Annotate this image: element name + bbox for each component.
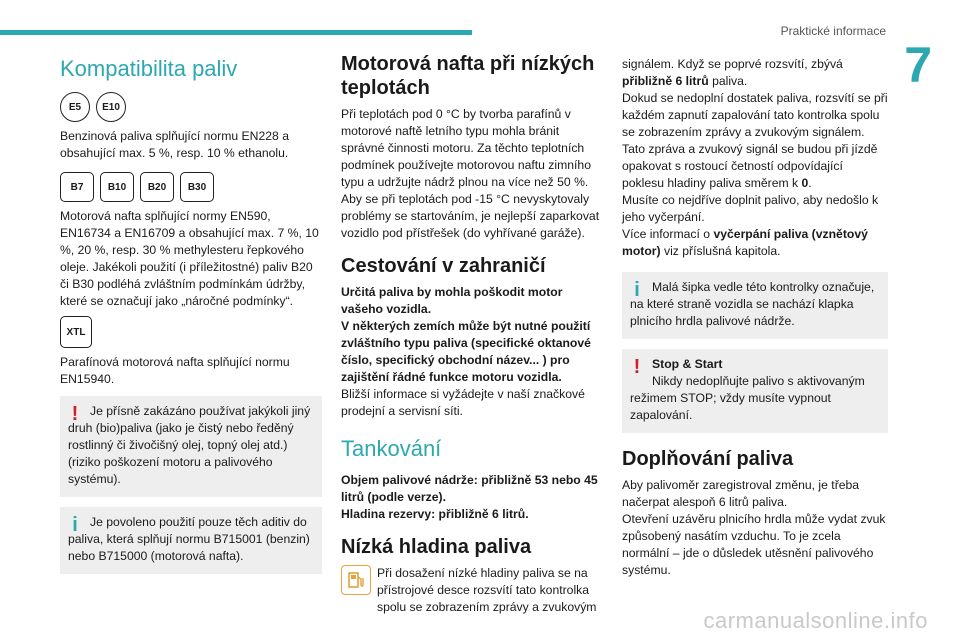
heading-diesel-low-temp: Motorová nafta při nízkých teplotách — [341, 53, 595, 99]
heading-low-fuel: Nízká hladina paliva — [341, 536, 532, 558]
fuel-badge-b7-icon: B7 — [60, 172, 94, 202]
travel-abroad-bold-text: Určitá paliva by mohla poškodit motor vašeho vozidla. V některých zemích může být nutné použití zvláštního typu paliva (specifické oktanové číslo, specifický obchodní název... ) pro zajištění řádné funkce motoru vozidla. — [341, 285, 591, 384]
header-title: Praktické informace — [780, 24, 886, 38]
warning-exclamation-icon: ! — [71, 403, 79, 425]
tank-capacity-text: Objem palivové nádrže: přibližně 53 nebo 45 litrů (podle verze). Hladina rezervy: přibližně 6 litrů. — [341, 473, 598, 521]
low-fuel-text: Při dosažení nízké hladiny paliva se na přístrojové desce rozsvítí tato kontrolka spolu se zobrazením zprávy a zvukovým — [377, 566, 597, 614]
header-accent-bar — [0, 30, 472, 35]
warning-exclamation-icon: ! — [633, 356, 641, 378]
fuel-badge-e5-icon: E5 — [60, 92, 90, 122]
stop-start-title: Stop & Start — [652, 357, 723, 371]
fuel-badge-e10-icon: E10 — [96, 92, 126, 122]
info-note — [60, 507, 322, 574]
heading-topping-up: Doplňování paliva — [622, 448, 794, 470]
xtl-text: Parafínová motorová nafta splňující normu EN15940. — [60, 355, 290, 386]
heading-travel-abroad: Cestování v zahraničí — [341, 255, 546, 277]
heading-refuelling: Tankování — [341, 436, 442, 461]
low-fuel-continued-text: signálem. Když se poprvé rozsvítí, zbývá přibližně 6 litrů paliva. Dokud se nedoplní dostatek paliva, rozsvítí se při každém zapnutí zapalování tato kontrolka spolu se zobrazením zprávy a zvukovým signálem. Tato zpráva a zvukový signál se budou při jízdě opakovat s rostoucí četností odpovídající poklesu hladiny paliva směrem k 0. Musíte co nejdříve doplnit palivo, aby nedošlo k jeho vyčerpání. Více informací o vyčerpání paliva (vznětový motor) viz příslušná kapitola. — [622, 57, 888, 258]
column-2 — [341, 52, 603, 616]
diesel-low-temp-text: Při teplotách pod 0 °C by tvorba parafínů v motorové naftě letního typu mohla bránit správné činnosti motoru. Za těchto teplotních podmínek používejte motorovou naftu zimního typu a udržujte nádrž plnou na více než 50 %. Aby se při teplotách pod -15 °C nevyskytovaly problémy se startováním, je nejlepší zaparkovat vozidlo pod přístřešek (do vyhřívané garáže). — [341, 107, 600, 240]
info-text: Je povoleno použití pouze těch aditiv do paliva, která splňují normu B715001 (benzin) nebo B715000 (motorová nafta). — [68, 515, 310, 563]
fuel-badge-b10-icon: B10 — [100, 172, 134, 202]
column-3 — [622, 56, 888, 579]
topping-up-text: Aby palivoměr zaregistroval změnu, je třeba načerpat alespoň 6 litrů paliva. Otevření uzávěru plnicího hrdla může vydat zvuk způsobený nasátím vzduchu. To je zcela normální – jde o důsledek utěsnění palivového systému. — [622, 478, 886, 577]
info-icon: i — [72, 514, 78, 536]
heading-fuel-compatibility: Kompatibilita paliv — [60, 56, 238, 81]
stop-start-text: Nikdy nedoplňujte palivo s aktivovaným režimem STOP; vždy musíte vypnout zapalování. — [630, 374, 865, 422]
column-1 — [60, 52, 322, 584]
petrol-badges — [60, 92, 322, 122]
warning-note — [60, 396, 322, 497]
watermark-text: carmanualsonline.info — [703, 608, 928, 633]
info-note-arrow — [622, 272, 888, 339]
petrol-text: Benzinová paliva splňující normu EN228 a obsahující max. 5 %, resp. 10 % ethanolu. — [60, 129, 289, 160]
info-icon: i — [634, 279, 640, 301]
fuel-badge-xtl-icon: XTL — [60, 316, 92, 348]
warning-text: Je přísně zakázáno používat jakýkoli jiný druh (bio)paliva (jako je čistý nebo ředěný rostlinný či živočišný olej, topný olej atd.) (riziko poškození motoru a palivového systému). — [68, 404, 311, 486]
warning-note-stop-start — [622, 349, 888, 433]
chapter-number: 7 — [904, 37, 932, 93]
travel-abroad-text: Bližší informace si vyžádejte v naší značkové prodejní a servisní síti. — [341, 387, 585, 418]
diesel-text: Motorová nafta splňující normy EN590, EN16734 a EN16709 a obsahující max. 7 %, 10 %, 20 %, resp. 30 % methylesteru řepkového oleje. Jakékoli použití (i příležitostné) paliv B20 či B30 podléhá zvláštním podmínkám údržby, které se označují jako „náročné podmínky“. — [60, 209, 319, 308]
diesel-badges — [60, 172, 322, 202]
info-arrow-text: Malá šipka vedle této kontrolky označuje, na které straně vozidla se nachází klapka plnicího hrdla palivové nádrže. — [630, 280, 875, 328]
fuel-badge-b30-icon: B30 — [180, 172, 214, 202]
fuel-badge-b20-icon: B20 — [140, 172, 174, 202]
fuel-pump-warning-icon — [341, 565, 371, 595]
